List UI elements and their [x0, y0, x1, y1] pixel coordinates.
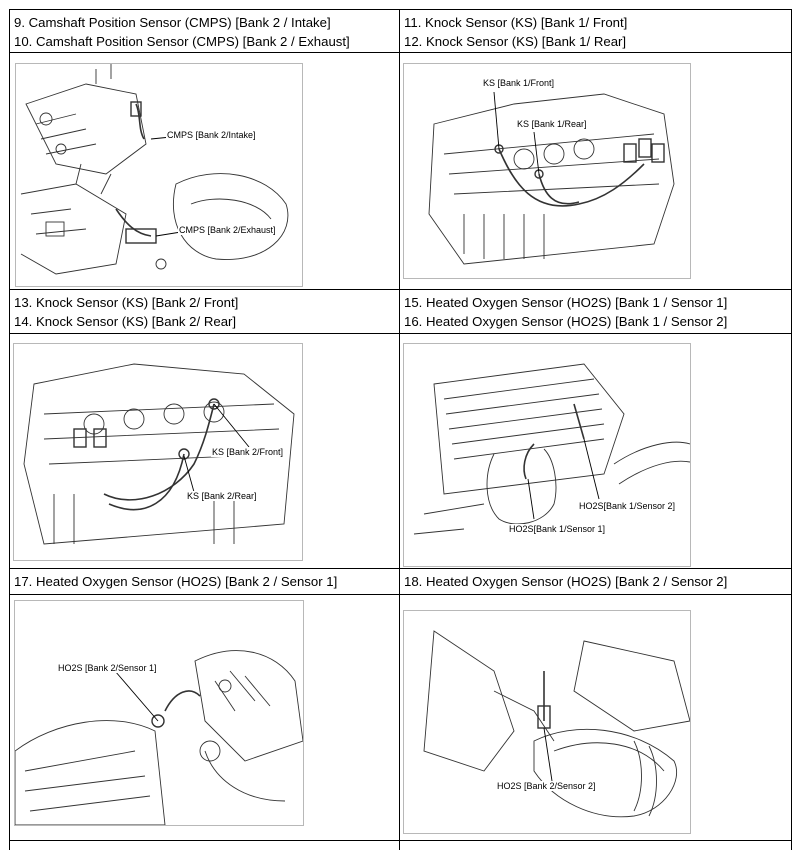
callout-label: CMPS [Bank 2/Exhaust] [179, 225, 276, 235]
engine-drawing [16, 64, 302, 286]
section-title: 18. Heated Oxygen Sensor (HO2S) [Bank 2 / Sensor 2] [404, 574, 728, 589]
section-11-12-header [399, 9, 792, 53]
callout-label: KS [Bank 1/Rear] [517, 119, 587, 129]
table-bottom-row [399, 840, 792, 850]
section-13-14-header [9, 289, 400, 334]
section-title: 9. Camshaft Position Sensor (CMPS) [Bank 2 / Intake] [14, 15, 331, 30]
section-15-16-figure-cell [399, 333, 792, 569]
callout-label: HO2S [Bank 2/Sensor 2] [497, 781, 596, 791]
ho2s-bank1-figure [403, 343, 691, 567]
callout-label: HO2S [Bank 2/Sensor 1] [58, 663, 157, 673]
ks-bank2-figure [13, 343, 303, 561]
ho2s-bank2-s1-figure [14, 600, 304, 826]
cmps-bank2-figure [15, 63, 303, 287]
section-9-10-header [9, 9, 400, 53]
ho2s-bank2-s2-figure [403, 610, 691, 834]
exhaust-drawing [404, 611, 690, 833]
section-17-figure-cell [9, 594, 400, 841]
callout-label: KS [Bank 1/Front] [483, 78, 555, 88]
table-bottom-row [9, 840, 400, 850]
exhaust-drawing [15, 601, 303, 825]
engine-drawing [404, 64, 690, 278]
callout-label: HO2S[Bank 1/Sensor 1] [509, 524, 606, 534]
callout-label: HO2S[Bank 1/Sensor 2] [579, 501, 676, 511]
section-11-12-figure-cell [399, 52, 792, 290]
section-18-header [399, 568, 792, 595]
section-18-figure-cell [399, 594, 792, 841]
callout-label: CMPS [Bank 2/Intake] [167, 130, 256, 140]
ks-bank1-figure [403, 63, 691, 279]
section-title: 17. Heated Oxygen Sensor (HO2S) [Bank 2 / Sensor 1] [14, 574, 338, 589]
section-title: 14. Knock Sensor (KS) [Bank 2/ Rear] [14, 314, 237, 329]
section-title: 13. Knock Sensor (KS) [Bank 2/ Front] [14, 295, 239, 310]
section-title: 16. Heated Oxygen Sensor (HO2S) [Bank 1 / Sensor 2] [404, 314, 728, 329]
callout-label: KS [Bank 2/Rear] [187, 491, 257, 501]
section-17-header [9, 568, 400, 595]
section-title: 15. Heated Oxygen Sensor (HO2S) [Bank 1 / Sensor 1] [404, 295, 728, 310]
section-title: 10. Camshaft Position Sensor (CMPS) [Bank 2 / Exhaust] [14, 34, 350, 49]
section-13-14-figure-cell [9, 333, 400, 569]
section-title: 12. Knock Sensor (KS) [Bank 1/ Rear] [404, 34, 627, 49]
section-15-16-header [399, 289, 792, 334]
section-9-10-figure-cell [9, 52, 400, 290]
callout-label: KS [Bank 2/Front] [212, 447, 284, 457]
section-title: 11. Knock Sensor (KS) [Bank 1/ Front] [404, 15, 628, 30]
